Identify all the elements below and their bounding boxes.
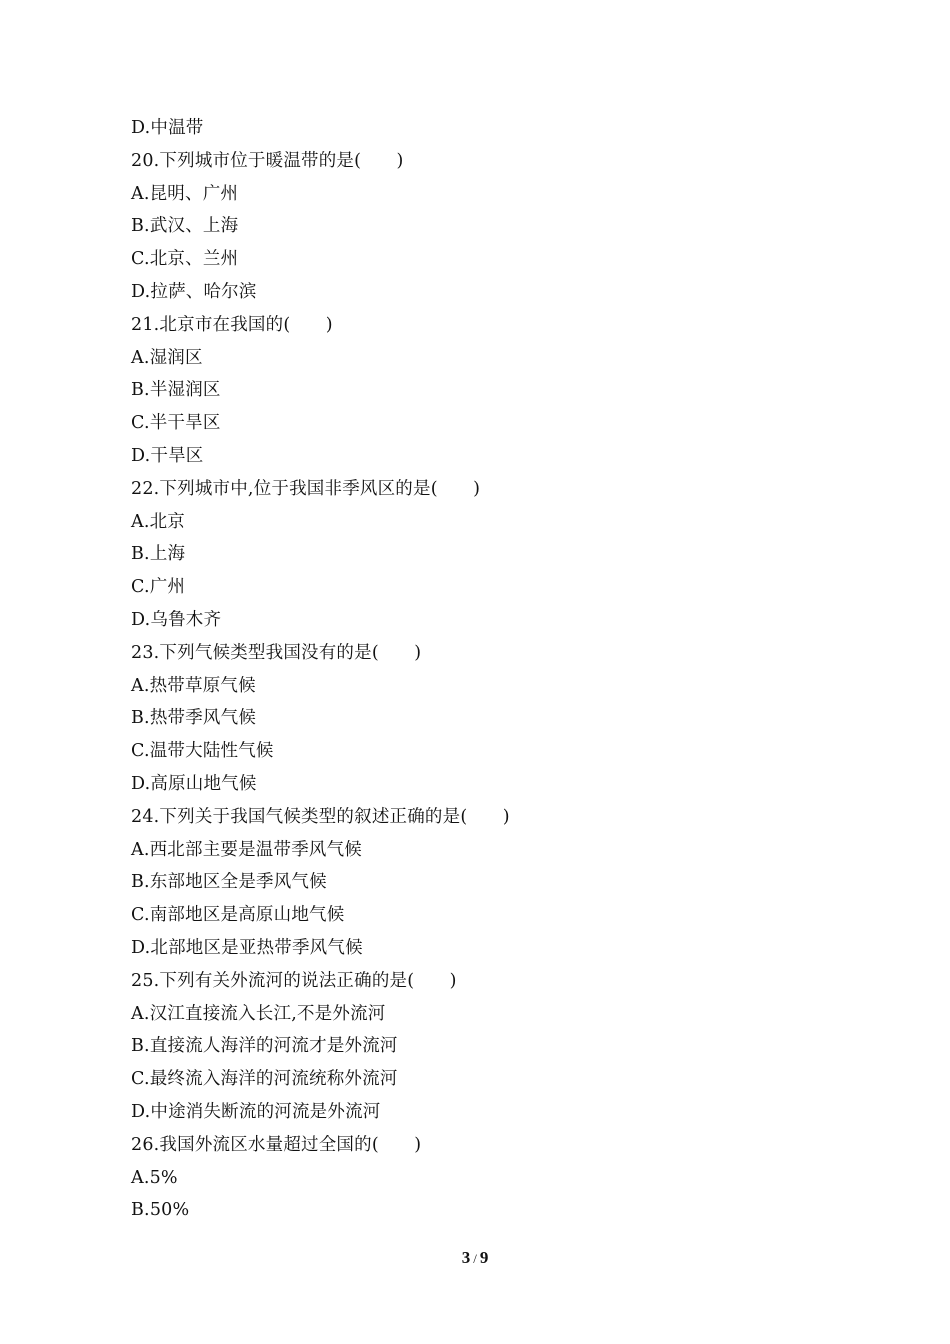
option-line: B.上海 — [131, 544, 186, 565]
page-separator: / — [473, 1251, 477, 1266]
option-line: D.中温带 — [131, 118, 204, 138]
document-body — [131, 112, 831, 1227]
option-line: C.半干旱区 — [131, 413, 221, 434]
option-line: B.半湿润区 — [131, 380, 221, 401]
option-line: D.中途消失断流的河流是外流河 — [131, 1101, 381, 1122]
option-line: D.北部地区是亚热带季风气候 — [131, 937, 363, 958]
question-line: 25.下列有关外流河的说法正确的是( ) — [131, 970, 457, 991]
option-line: B.50% — [131, 1200, 190, 1221]
option-line: C.最终流入海洋的河流统称外流河 — [131, 1069, 398, 1090]
option-line: A.汉江直接流入长江,不是外流河 — [131, 1003, 386, 1024]
question-line: 23.下列气候类型我国没有的是( ) — [131, 642, 422, 663]
option-line: D.高原山地气候 — [131, 773, 257, 794]
option-line: A.湿润区 — [131, 347, 203, 368]
option-line: D.乌鲁木齐 — [131, 609, 222, 630]
question-line: 21.北京市在我国的( ) — [131, 314, 333, 335]
page-number — [0, 1248, 950, 1268]
option-line: A.昆明、广州 — [131, 183, 239, 204]
option-line: A.热带草原气候 — [131, 675, 256, 696]
option-line: D.拉萨、哈尔滨 — [131, 281, 257, 302]
option-line: B.东部地区全是季风气候 — [131, 872, 327, 893]
option-line: C.南部地区是高原山地气候 — [131, 905, 345, 926]
question-line: 20.下列城市位于暖温带的是( ) — [131, 150, 404, 171]
total-page-count: 9 — [479, 1248, 489, 1267]
option-line: B.武汉、上海 — [131, 216, 239, 237]
option-line: B.热带季风气候 — [131, 708, 257, 729]
option-line: C.温带大陆性气候 — [131, 741, 274, 762]
option-line: C.北京、兰州 — [131, 249, 239, 270]
option-line: A.北京 — [131, 511, 186, 532]
question-line: 24.下列关于我国气候类型的叙述正确的是( ) — [131, 806, 510, 827]
option-line: D.干旱区 — [131, 445, 204, 466]
question-line: 22.下列城市中,位于我国非季风区的是( ) — [131, 478, 481, 499]
option-line: A.5% — [131, 1167, 178, 1188]
option-line: C.广州 — [131, 577, 186, 598]
question-line: 26.我国外流区水量超过全国的( ) — [131, 1134, 422, 1155]
current-page-number: 3 — [461, 1248, 471, 1267]
option-line: A.西北部主要是温带季风气候 — [131, 839, 362, 860]
option-line: B.直接流人海洋的河流才是外流河 — [131, 1036, 398, 1057]
